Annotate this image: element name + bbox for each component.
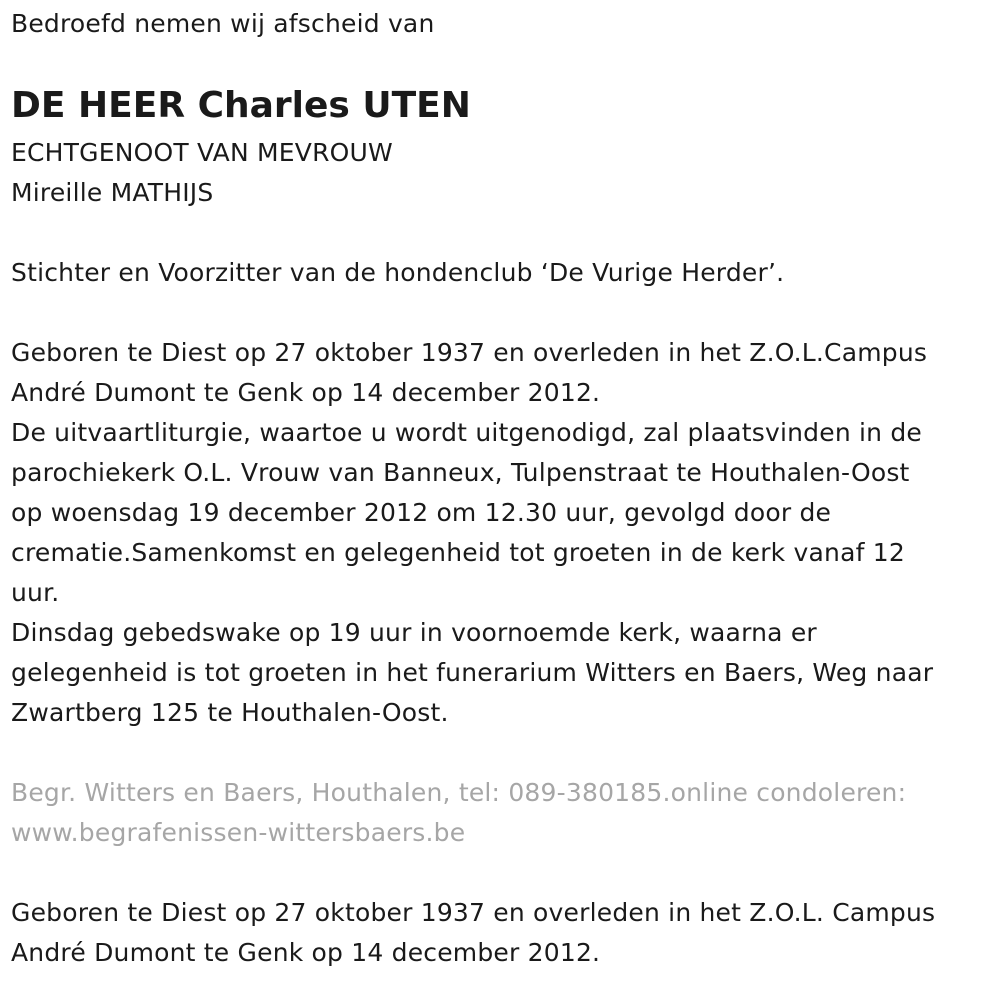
undertaker-line: Begr. Witters en Baers, Houthalen, tel: 089-380185.online condoleren:: [11, 778, 907, 807]
repeat-line: André Dumont te Genk op 14 december 2012.: [11, 938, 601, 967]
body-line: parochiekerk O.L. Vrouw van Banneux, Tulpenstraat te Houthalen-Oost: [11, 458, 910, 487]
intro-text: Bedroefd nemen wij afscheid van: [11, 9, 435, 38]
body-line: Dinsdag gebedswake op 19 uur in voornoemde kerk, waarna er: [11, 618, 817, 647]
role-text: Stichter en Voorzitter van de hondenclub ‘De Vurige Herder’.: [11, 258, 785, 287]
undertaker-website: www.begrafenissen-wittersbaers.be: [11, 818, 466, 847]
body-line: crematie.Samenkomst en gelegenheid tot groeten in de kerk vanaf 12: [11, 538, 905, 567]
repeat-line: Geboren te Diest op 27 oktober 1937 en overleden in het Z.O.L. Campus: [11, 898, 936, 927]
body-line: De uitvaartliturgie, waartoe u wordt uitgenodigd, zal plaatsvinden in de: [11, 418, 922, 447]
spouse-line-1: ECHTGENOOT VAN MEVROUW: [11, 138, 393, 167]
spouse-line-2: Mireille MATHIJS: [11, 178, 214, 207]
body-line: Geboren te Diest op 27 oktober 1937 en overleden in het Z.O.L.Campus: [11, 338, 928, 367]
deceased-name: DE HEER Charles UTEN: [11, 85, 471, 126]
body-line: Zwartberg 125 te Houthalen-Oost.: [11, 698, 449, 727]
body-line: gelegenheid is tot groeten in het funerarium Witters en Baers, Weg naar: [11, 658, 934, 687]
body-line: uur.: [11, 578, 60, 607]
body-line: André Dumont te Genk op 14 december 2012.: [11, 378, 601, 407]
body-line: op woensdag 19 december 2012 om 12.30 uur, gevolgd door de: [11, 498, 832, 527]
